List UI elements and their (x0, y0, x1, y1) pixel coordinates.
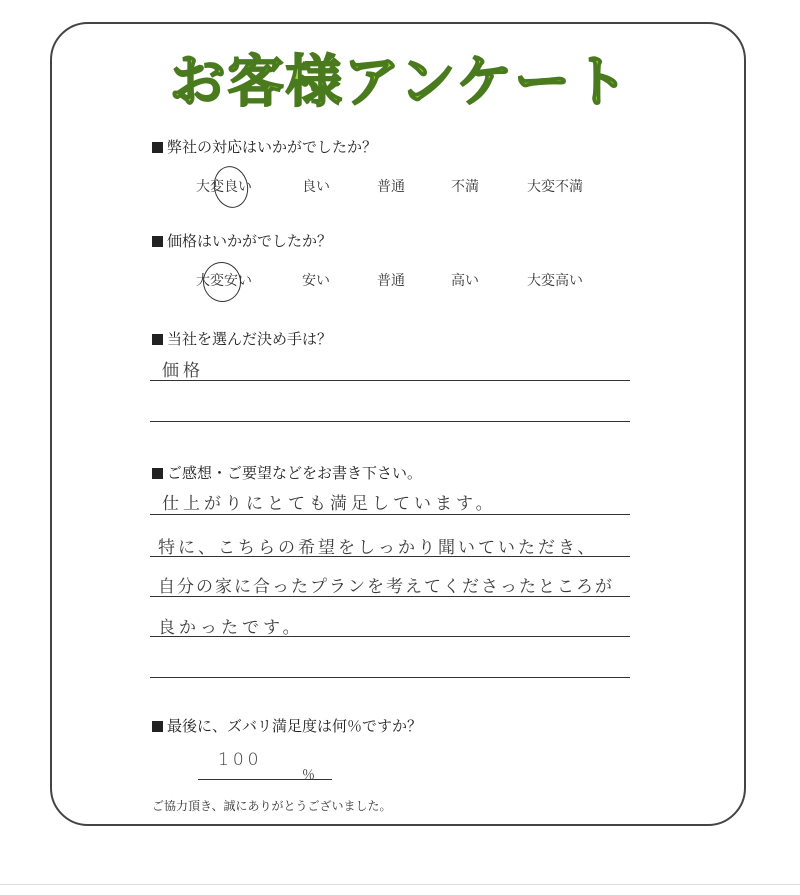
q1-option-1[interactable]: 大変良い (196, 179, 252, 195)
q3-answer[interactable]: 価格 (162, 361, 204, 381)
q1-option-4[interactable]: 不満 (451, 179, 479, 195)
answer-line (150, 380, 630, 381)
survey-title: お客様アンケート (169, 50, 631, 115)
question-3-label: 当社を選んだ決め手は？ (167, 330, 333, 348)
square-bullet-icon (152, 334, 163, 345)
q1-option-5[interactable]: 大変不満 (527, 179, 583, 195)
percent-unit: ％ (302, 768, 316, 783)
q1-option-2[interactable]: 良い (302, 179, 330, 195)
answer-line (150, 596, 630, 597)
q2-option-2[interactable]: 安い (302, 273, 330, 289)
comment-line-4[interactable]: 良かったです。 (158, 618, 304, 638)
q2-option-1[interactable]: 大変安い (196, 273, 252, 289)
answer-line (150, 514, 630, 515)
question-2 (152, 230, 332, 251)
square-bullet-icon (152, 142, 163, 153)
answer-line (150, 556, 630, 557)
comment-line-1[interactable]: 仕上がりにとても満足しています。 (162, 494, 497, 514)
q2-option-4[interactable]: 高い (451, 273, 479, 289)
answer-line (150, 636, 630, 637)
question-4-label: ご感想・ご要望などをお書き下さい。 (167, 464, 423, 482)
q2-option-5[interactable]: 大変高い (527, 273, 583, 289)
question-1 (152, 136, 377, 157)
question-3 (152, 328, 332, 349)
question-5-label: 最後に、ズバリ満足度は何％ですか？ (167, 717, 423, 735)
thanks-message: ご協力頂き、誠にありがとうございました。 (152, 799, 392, 813)
question-1-label: 弊社の対応はいかがでしたか？ (167, 138, 378, 156)
question-2-label: 価格はいかがでしたか？ (167, 232, 333, 250)
square-bullet-icon (152, 721, 163, 732)
square-bullet-icon (152, 236, 163, 247)
answer-line (150, 421, 630, 422)
q2-option-3[interactable]: 普通 (377, 273, 405, 289)
comment-line-2[interactable]: 特に、こちらの希望をしっかり聞いていただき、 (158, 538, 598, 558)
scan-edge-divider (0, 884, 800, 885)
question-5 (152, 715, 422, 736)
square-bullet-icon (152, 468, 163, 479)
q1-option-3[interactable]: 普通 (377, 179, 405, 195)
question-4 (152, 462, 422, 483)
satisfaction-value[interactable]: 100 (218, 750, 263, 770)
comment-line-3[interactable]: 自分の家に合ったプランを考えてくださったところが (158, 577, 614, 597)
answer-line (198, 779, 332, 780)
answer-line (150, 677, 630, 678)
